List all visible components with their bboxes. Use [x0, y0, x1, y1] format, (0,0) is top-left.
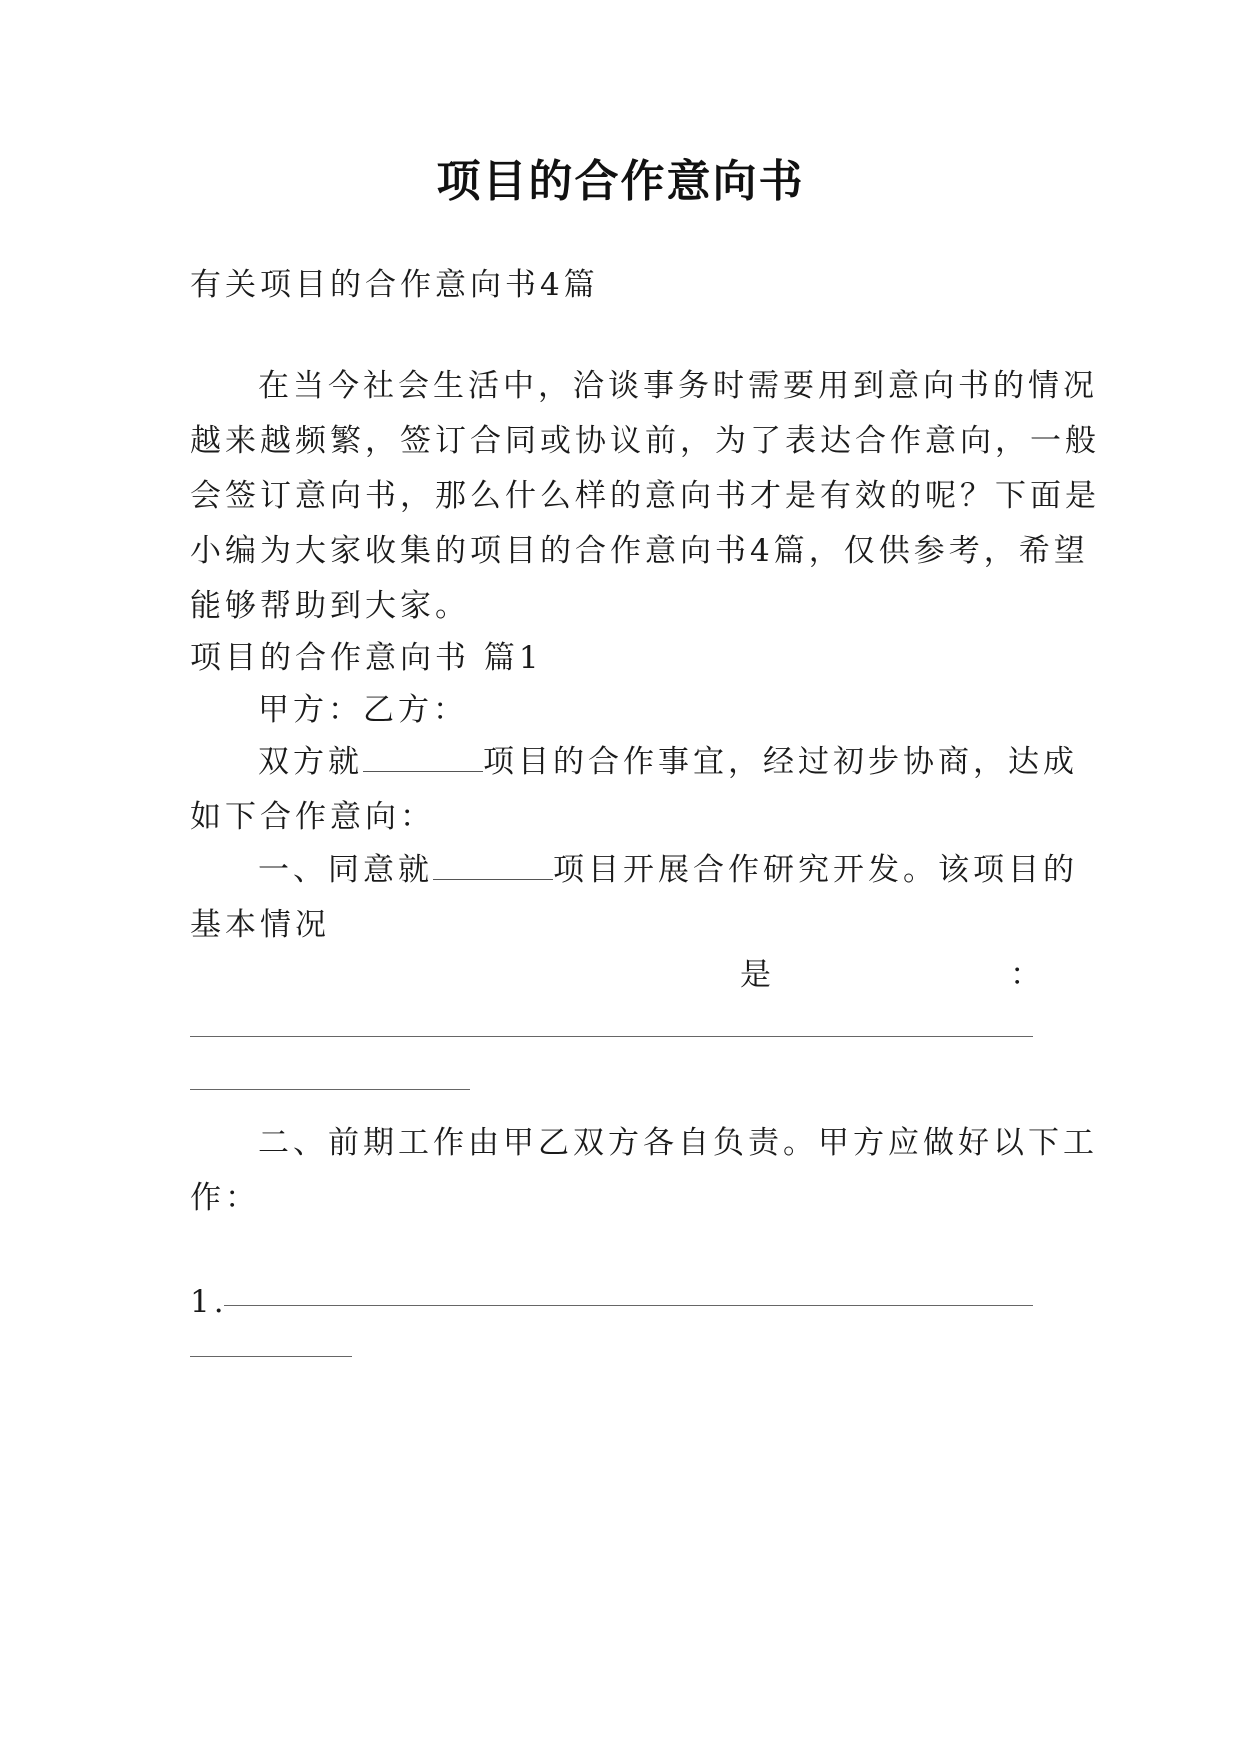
intro-line-3: 会签订意向书，那么什么样的意向书才是有效的呢？下面是 [190, 478, 1100, 514]
intro-line-1: 在当今社会生活中，洽谈事务时需要用到意向书的情况 [258, 368, 1098, 404]
item1-line-1 [258, 850, 1078, 890]
intro-line-5: 能够帮助到大家。 [190, 588, 470, 624]
intro-line-4: 小编为大家收集的项目的合作意向书4篇，仅供参考，希望 [190, 533, 1089, 569]
para1-text-b: 项目的合作事宜，经过初步协商，达成 [483, 744, 1078, 780]
project-name-blank-2 [433, 857, 553, 880]
para1-line-2: 如下合作意向： [190, 799, 435, 835]
basic-info-blank-line-1 [190, 1036, 1033, 1037]
basic-info-blank-line-2 [190, 1089, 470, 1090]
item1-is-text: 是 [740, 957, 771, 993]
document-title: 项目的合作意向书 [436, 156, 805, 207]
intro-line-2: 越来越频繁，签订合同或协议前，为了表达合作意向，一般 [190, 423, 1100, 459]
list-item-1-blank-line-1 [224, 1305, 1033, 1306]
list-item-1-label: 1. [190, 1284, 228, 1320]
para1-line-1 [258, 742, 1078, 782]
section-heading: 项目的合作意向书 篇1 [190, 640, 543, 676]
item2-line-2: 作： [190, 1180, 260, 1216]
item1-line-2: 基本情况 [190, 907, 330, 943]
item1-colon: ： [1010, 957, 1041, 993]
item1-text-a: 一、同意就 [258, 852, 433, 888]
item2-line-1: 二、前期工作由甲乙双方各自负责。甲方应做好以下工 [258, 1125, 1098, 1161]
parties-line: 甲方：乙方： [258, 692, 468, 728]
project-name-blank [363, 749, 483, 772]
para1-text-a: 双方就 [258, 744, 363, 780]
list-item-1-blank-line-2 [190, 1356, 352, 1357]
document-subtitle: 有关项目的合作意向书4篇 [190, 267, 599, 303]
item1-text-b: 项目开展合作研究开发。该项目的 [553, 852, 1078, 888]
